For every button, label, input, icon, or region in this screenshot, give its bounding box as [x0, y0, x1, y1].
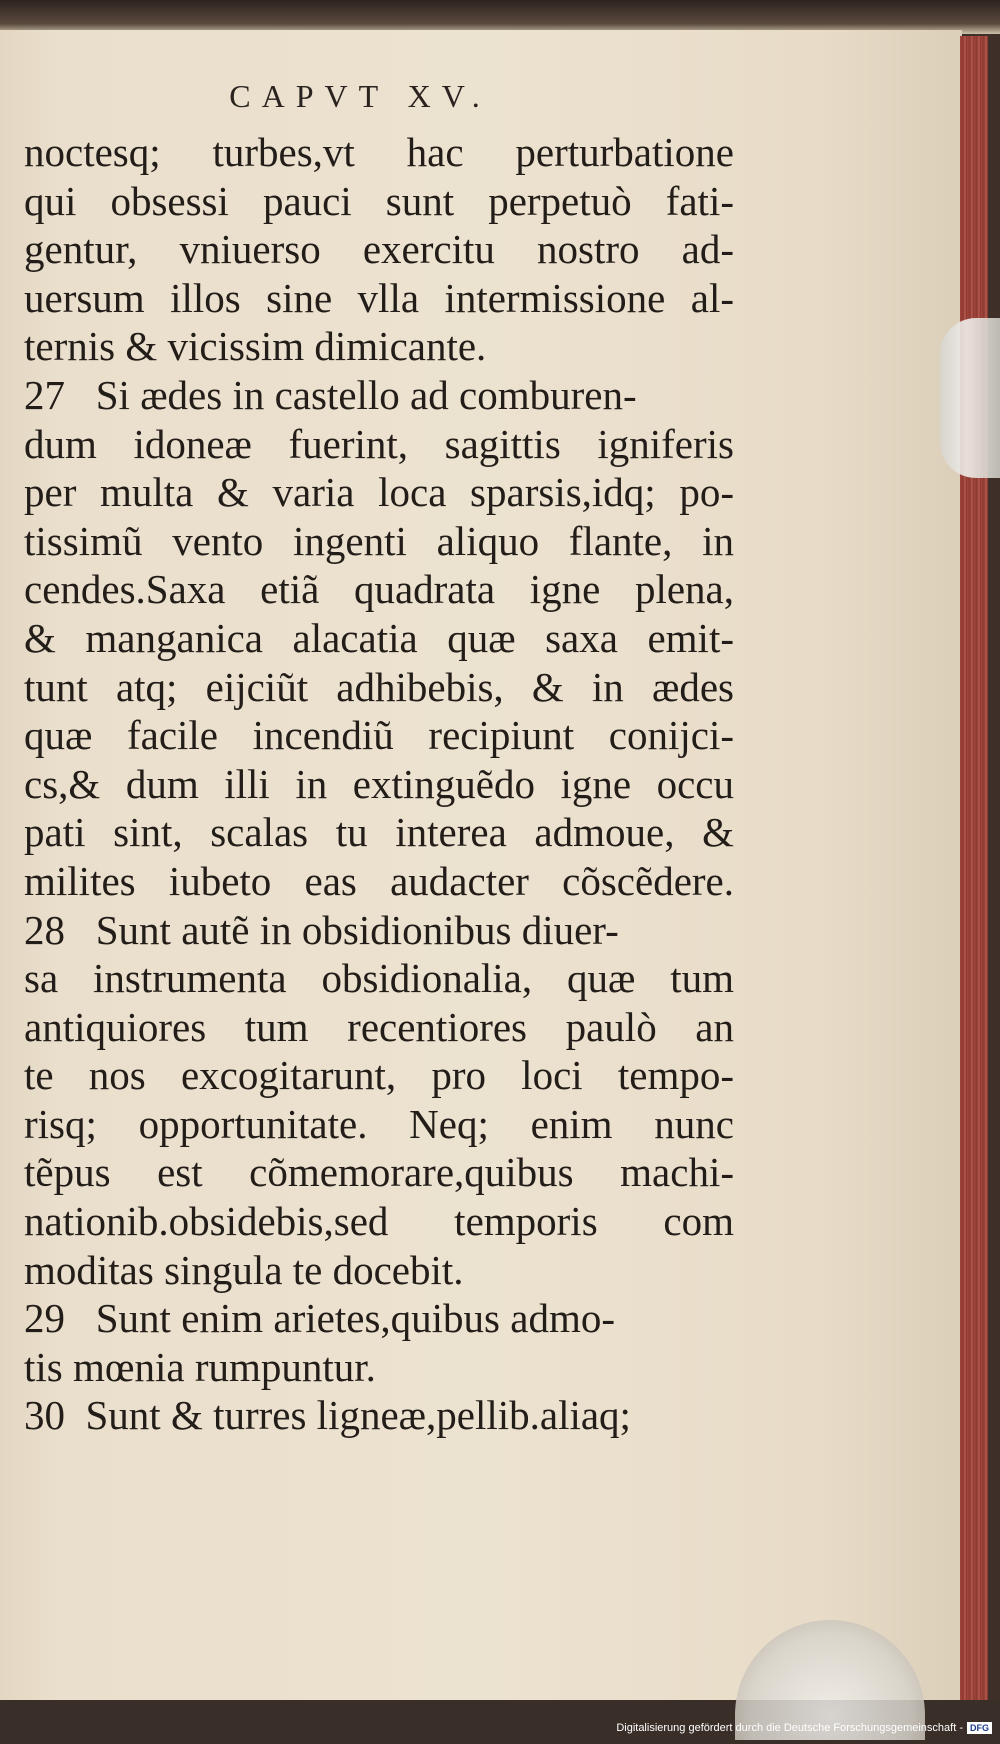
text-line: nationib.obsidebis,sed temporis com: [24, 1198, 734, 1245]
text-line: tunt atq; eijciũt adhibebis, & in ædes: [24, 663, 734, 710]
text-line: 28 Sunt autẽ in obsidionibus diuer-: [24, 906, 619, 953]
text-line: sa instrumenta obsidionalia, quæ tum: [24, 955, 734, 1002]
text-line: tissimũ vento ingenti aliquo flante, in: [24, 517, 734, 564]
page-body-text: [24, 128, 734, 1440]
glass-clip-right: [940, 318, 1000, 478]
text-line: noctesq; turbes,vt hac perturbatione: [24, 129, 734, 175]
text-line: te nos excogitarunt, pro loci tempo-: [24, 1052, 734, 1099]
text-line: 27 Si ædes in castello ad comburen-: [24, 371, 637, 418]
text-line: cendes.Saxa etiã quadrata igne plena,: [24, 566, 734, 613]
dfg-logo: DFG: [967, 1722, 992, 1734]
text-line: antiquiores tum recentiores paulò an: [24, 1003, 734, 1050]
text-line: per multa & varia loca sparsis,idq; po-: [24, 469, 734, 516]
text-line: dum idoneæ fuerint, sagittis igniferis: [24, 420, 734, 467]
text-line: milites iubeto eas audacter cõscẽdere.: [24, 857, 734, 904]
text-line: uersum illos sine vlla intermissione al-: [24, 274, 734, 321]
running-header: CAPVT XV.: [229, 78, 491, 114]
digitization-credit: [616, 1722, 992, 1734]
text-line: tis mœnia rumpuntur.: [24, 1343, 376, 1390]
text-line: gentur, vniuerso exercitu nostro ad-: [24, 226, 734, 273]
text-line: 29 Sunt enim arietes,quibus admo-: [24, 1295, 615, 1342]
text-line: quæ facile incendiũ recipiunt conijci-: [24, 712, 734, 759]
text-line: & manganica alacatia quæ saxa emit-: [24, 614, 734, 661]
text-line: cs,& dum illi in extinguẽdo igne occu: [24, 760, 734, 807]
text-line: moditas singula te docebit.: [24, 1246, 464, 1293]
text-line: qui obsessi pauci sunt perpetuò fati-: [24, 177, 734, 224]
text-line: tẽpus est cõmemorare,quibus machi-: [24, 1149, 734, 1196]
text-line: ternis & vicissim dimicante.: [24, 323, 487, 370]
text-line: pati sint, scalas tu interea admoue, &: [24, 809, 734, 856]
page-edges: [960, 36, 988, 1716]
scan-top-shadow: [0, 0, 1000, 34]
text-line: risq; opportunitate. Neq; enim nunc: [24, 1100, 734, 1147]
credit-text: Digitalisierung gefördert durch die Deutsche Forschungsgemeinschaft -: [616, 1722, 963, 1734]
text-line: 30 Sunt & turres ligneæ,pellib.aliaq;: [24, 1392, 631, 1439]
